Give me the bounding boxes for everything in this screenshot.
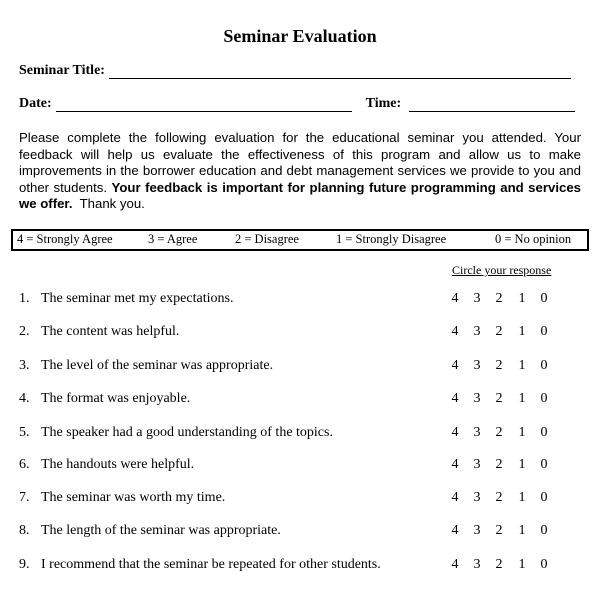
- question-text: The seminar met my expectations.: [41, 291, 234, 306]
- question-row: [19, 523, 579, 541]
- response-option-2[interactable]: 2: [495, 457, 503, 472]
- response-option-4[interactable]: 4: [451, 557, 459, 572]
- response-option-4[interactable]: 4: [451, 391, 459, 406]
- response-option-1[interactable]: 1: [518, 425, 526, 440]
- response-option-0[interactable]: 0: [540, 557, 548, 572]
- date-label: Date:: [19, 96, 52, 111]
- seminar-title-line[interactable]: [109, 64, 571, 79]
- response-option-0[interactable]: 0: [540, 391, 548, 406]
- question-text: I recommend that the seminar be repeated for other students.: [41, 557, 381, 572]
- response-option-4[interactable]: 4: [451, 425, 459, 440]
- response-option-3[interactable]: 3: [473, 425, 481, 440]
- time-label: Time:: [365, 96, 402, 111]
- question-number: 9.: [19, 557, 30, 572]
- question-row: [19, 391, 579, 409]
- question-row: [19, 490, 579, 508]
- response-option-1[interactable]: 1: [518, 490, 526, 505]
- intro-bold-text: Your feedback is important for planning future programming and services we offer.: [19, 179, 581, 211]
- response-option-3[interactable]: 3: [473, 324, 481, 339]
- time-line[interactable]: [409, 97, 575, 112]
- date-line[interactable]: [56, 97, 352, 112]
- question-row: [19, 358, 579, 376]
- response-option-1[interactable]: 1: [518, 557, 526, 572]
- response-option-2[interactable]: 2: [495, 358, 503, 373]
- question-number: 7.: [19, 490, 30, 505]
- response-option-2[interactable]: 2: [495, 490, 503, 505]
- response-option-3[interactable]: 3: [473, 457, 481, 472]
- response-option-2[interactable]: 2: [495, 425, 503, 440]
- response-option-2[interactable]: 2: [495, 391, 503, 406]
- scale-item-2: 2 = Disagree: [235, 232, 299, 246]
- seminar-title-label: Seminar Title:: [19, 63, 105, 78]
- question-row: [19, 557, 579, 575]
- question-row: [19, 324, 579, 342]
- response-option-4[interactable]: 4: [451, 523, 459, 538]
- response-option-4[interactable]: 4: [451, 358, 459, 373]
- scale-item-1: 1 = Strongly Disagree: [336, 232, 447, 246]
- intro-text: Please complete the following evaluation for the educational seminar you attended. Your feedback will help us evaluate the effectiveness of this program and allow us to make improvements in the borrower education and debt management services we provide to you and other students.: [19, 130, 581, 195]
- response-option-1[interactable]: 1: [518, 358, 526, 373]
- question-text: The format was enjoyable.: [41, 391, 191, 406]
- question-number: 3.: [19, 358, 30, 373]
- response-option-2[interactable]: 2: [495, 324, 503, 339]
- question-number: 6.: [19, 457, 30, 472]
- question-row: [19, 457, 579, 475]
- response-option-0[interactable]: 0: [540, 425, 548, 440]
- seminar-title-field: [19, 63, 571, 79]
- response-option-0[interactable]: 0: [540, 457, 548, 472]
- response-option-3[interactable]: 3: [473, 557, 481, 572]
- date-field: [19, 96, 575, 112]
- question-row: [19, 291, 579, 309]
- response-option-0[interactable]: 0: [540, 358, 548, 373]
- scale-item-3: 3 = Agree: [148, 232, 198, 246]
- response-option-3[interactable]: 3: [473, 523, 481, 538]
- question-text: The speaker had a good understanding of the topics.: [41, 425, 333, 440]
- response-option-4[interactable]: 4: [451, 291, 459, 306]
- response-option-2[interactable]: 2: [495, 523, 503, 538]
- question-number: 4.: [19, 391, 30, 406]
- response-option-0[interactable]: 0: [540, 523, 548, 538]
- response-option-4[interactable]: 4: [451, 490, 459, 505]
- question-number: 2.: [19, 324, 30, 339]
- response-option-1[interactable]: 1: [518, 324, 526, 339]
- rating-scale-legend: [11, 229, 589, 251]
- scale-item-0: 0 = No opinion: [495, 232, 572, 246]
- response-option-2[interactable]: 2: [495, 557, 503, 572]
- response-option-3[interactable]: 3: [473, 291, 481, 306]
- question-text: The length of the seminar was appropriate.: [41, 523, 281, 538]
- response-option-3[interactable]: 3: [473, 358, 481, 373]
- circle-response-label: Circle your response: [452, 263, 552, 277]
- question-number: 8.: [19, 523, 30, 538]
- response-option-3[interactable]: 3: [473, 391, 481, 406]
- intro-paragraph: [19, 130, 581, 213]
- response-option-0[interactable]: 0: [540, 291, 548, 306]
- question-text: The handouts were helpful.: [41, 457, 195, 472]
- response-option-1[interactable]: 1: [518, 391, 526, 406]
- response-option-0[interactable]: 0: [540, 490, 548, 505]
- response-option-4[interactable]: 4: [451, 457, 459, 472]
- response-option-0[interactable]: 0: [540, 324, 548, 339]
- intro-thanks: Thank you.: [79, 196, 145, 211]
- question-number: 5.: [19, 425, 30, 440]
- response-option-3[interactable]: 3: [473, 490, 481, 505]
- question-row: [19, 425, 579, 443]
- response-option-1[interactable]: 1: [518, 291, 526, 306]
- question-text: The content was helpful.: [41, 324, 180, 339]
- question-number: 1.: [19, 291, 30, 306]
- response-option-4[interactable]: 4: [451, 324, 459, 339]
- question-text: The seminar was worth my time.: [41, 490, 226, 505]
- response-option-1[interactable]: 1: [518, 457, 526, 472]
- response-option-1[interactable]: 1: [518, 523, 526, 538]
- scale-item-4: 4 = Strongly Agree: [17, 232, 113, 246]
- question-text: The level of the seminar was appropriate.: [41, 358, 274, 373]
- page-title: Seminar Evaluation: [223, 26, 377, 46]
- response-option-2[interactable]: 2: [495, 291, 503, 306]
